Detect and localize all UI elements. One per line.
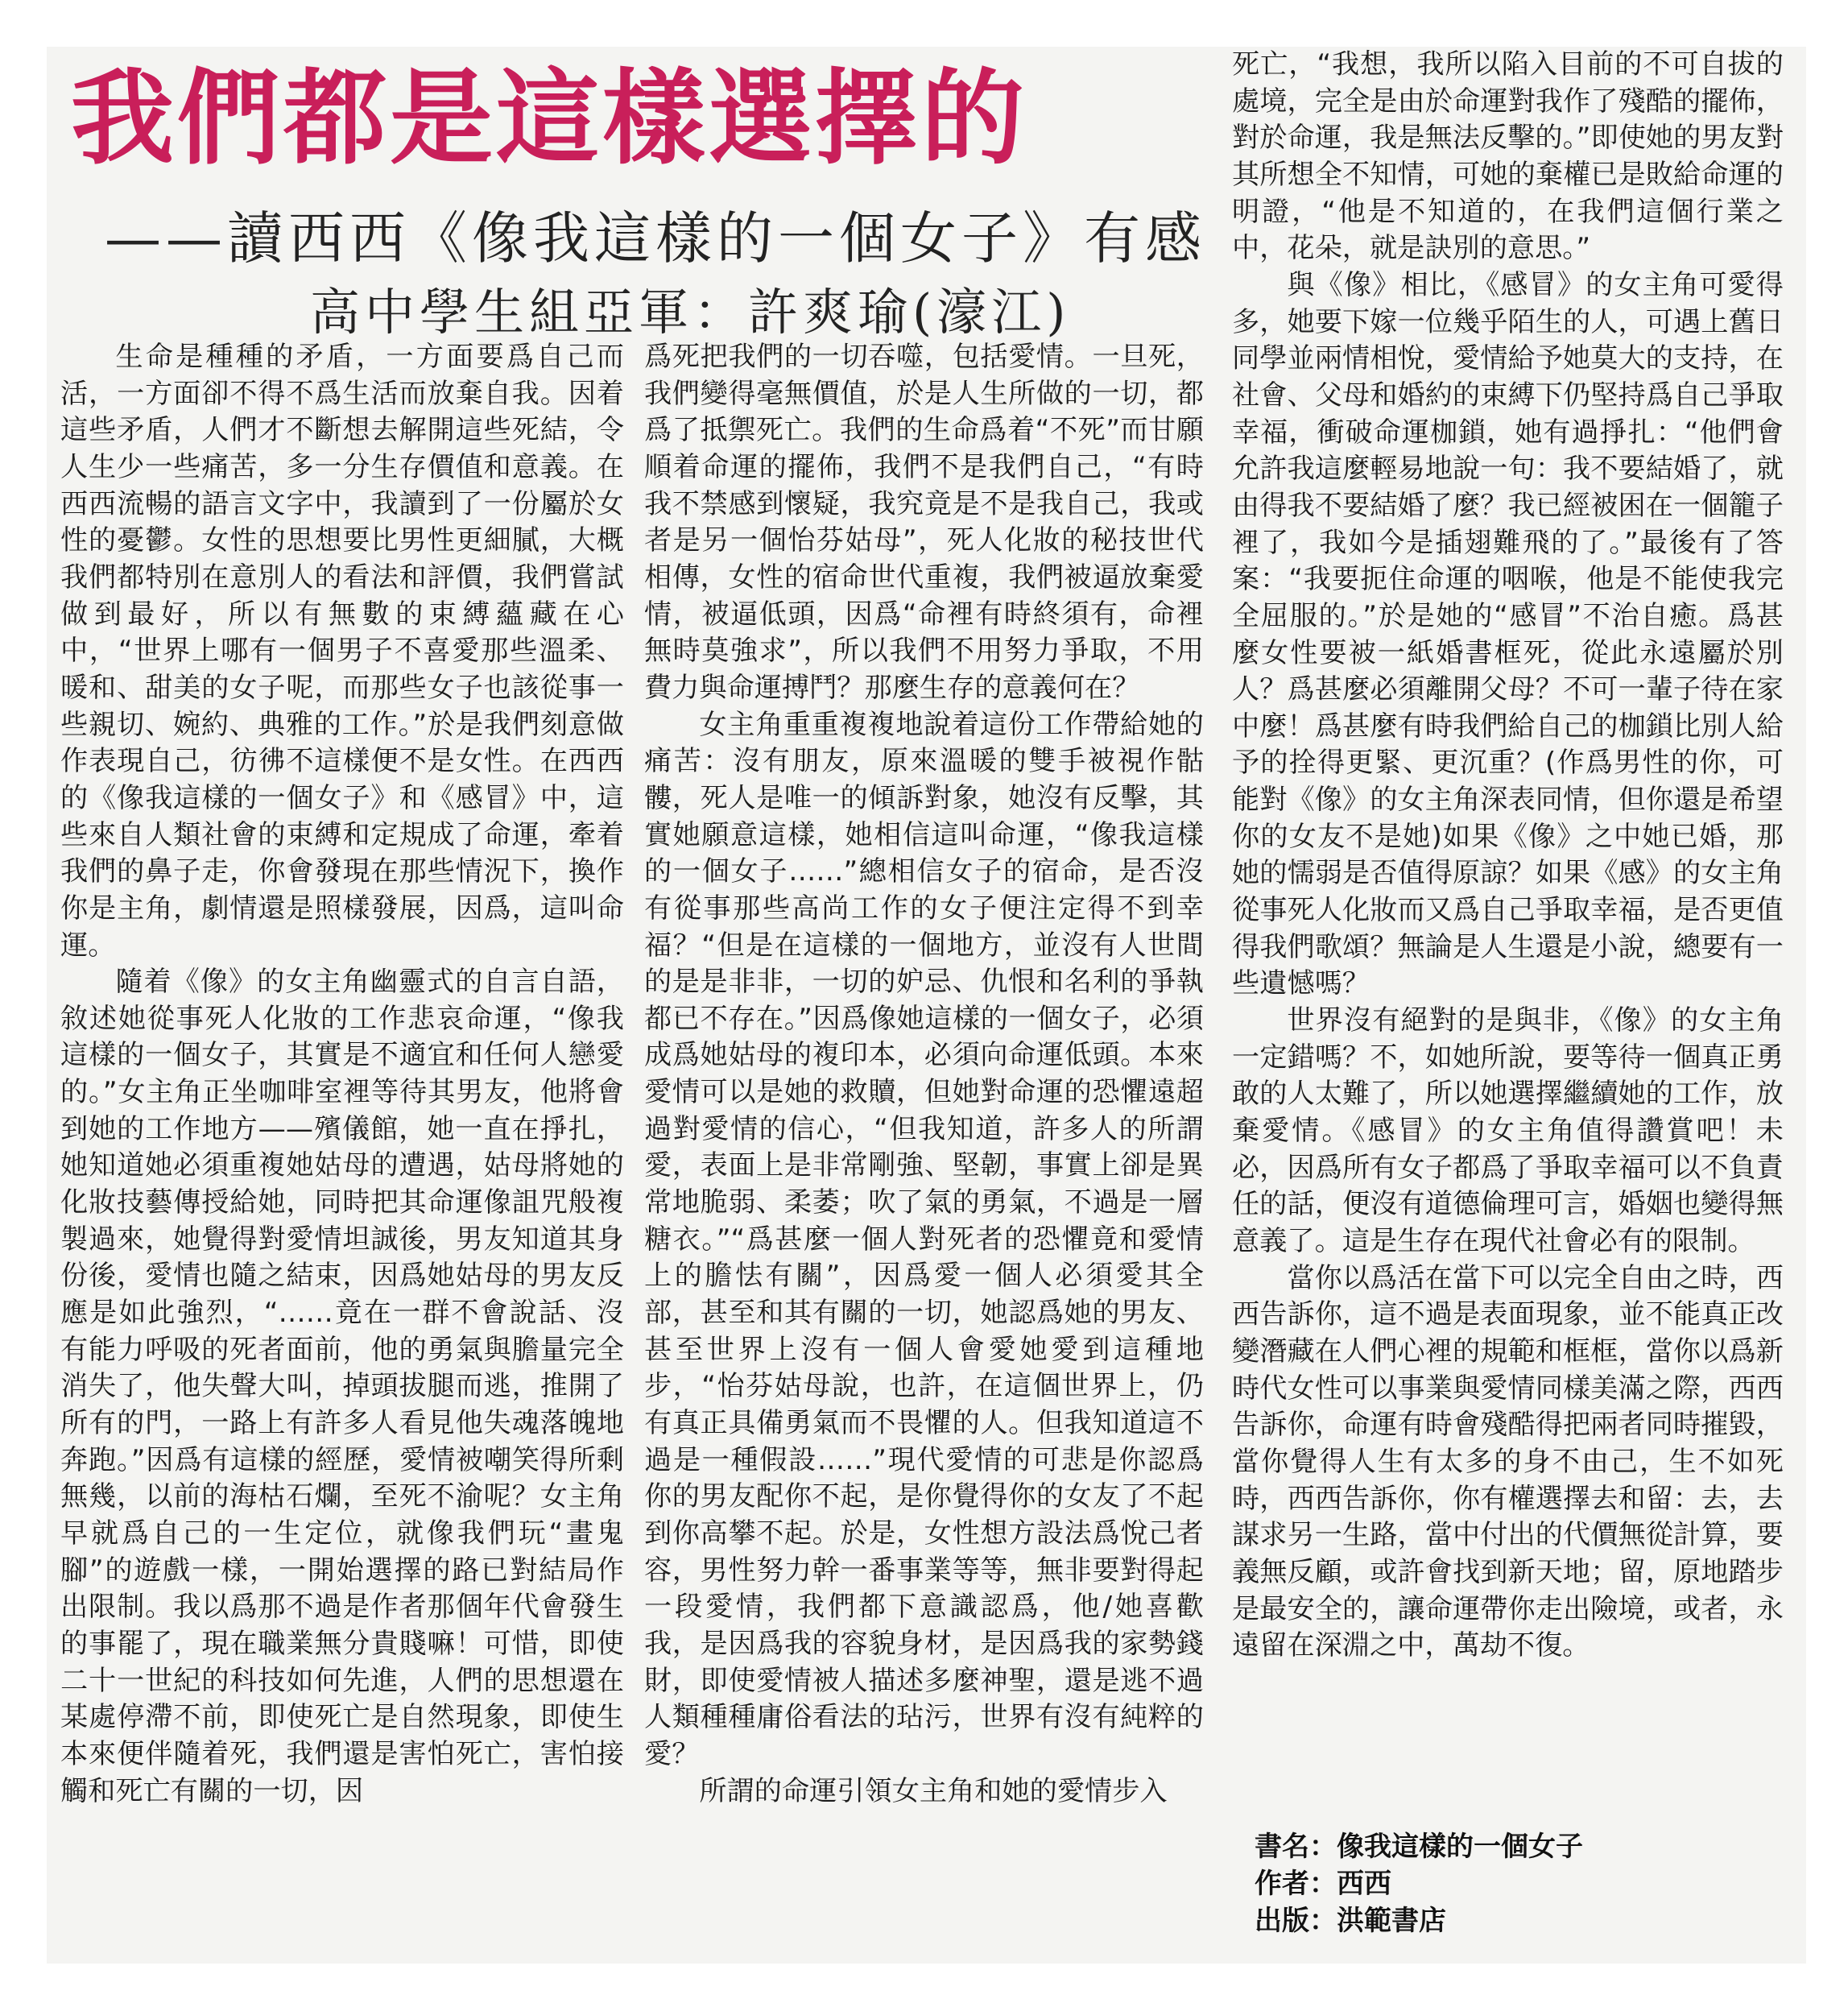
article-subtitle: ——讀西西《像我這樣的一個女子》有感 (105, 205, 1206, 271)
book-info (1255, 1828, 1770, 1939)
paragraph: 女主角重重複複地說着這份工作帶給她的痛苦：沒有朋友，原來溫暖的雙手被視作骷髏，死人是唯一的傾訴對象，她沒有反擊，其實她願意這樣，她相信這叫命運，“像我這樣的一個女子……”總相信女子的宿命，是否沒有從事那些高尚工作的女子便注定得不到幸福？“但是在這樣的一個地方，並沒有人世間的是是非非，一切的妒忌、仇恨和名利的爭執都已不存在。”因爲像她這樣的一個女子，必須成爲她姑母的複印本，必須向命運低頭。本來愛情可以是她的救贖，但她對命運的恐懼遠超過對愛情的信心，“但我知道，許多人的所謂愛，表面上是非常剛強、堅韌，事實上卻是異常地脆弱、柔萎；吹了氣的勇氣，不過是一層糖衣。”“爲甚麼一個人對死者的恐懼竟和愛情上的膽怯有關”，因爲愛一個人必須愛其全部，甚至和其有關的一切，她認爲她的男友、甚至世界上沒有一個人會愛她愛到這種地步，“怡芬姑母說，也許，在這個世界上，仍有真正具備勇氣而不畏懼的人。但我知道這不過是一種假設……”現代愛情的可悲是你認爲你的男友配你不起，是你覺得你的女友了不起到你高攀不起。於是，女性想方設法爲悅己者容，男性努力幹一番事業等等，無非要對得起一段愛情，我們都下意識認爲，他/她喜歡我，是因爲我的容貌身材，是因爲我的家勢錢財，即使愛情被人描述多麼神聖，還是逃不過人類種種庸俗看法的玷污，世界有沒有純粹的愛？ (644, 708, 1204, 1770)
text-column-1 (60, 339, 624, 1918)
text-column-3 (1232, 47, 1784, 1662)
paragraph: 所謂的命運引領女主角和她的愛情步入 (699, 1774, 1168, 1807)
book-publisher: 出版：洪範書店 (1255, 1905, 1446, 1937)
book-name: 書名：像我這樣的一個女子 (1255, 1831, 1583, 1863)
paragraph: 世界沒有絕對的是與非，《像》的女主角一定錯嗎？不，如她所說，要等待一個真正勇敢的人太難了，所以她選擇繼續她的工作，放棄愛情。《感冒》的女主角值得讚賞吧！未必，因爲所有女子都爲了爭取幸福可以不負責任的話，便沒有道德倫理可言，婚姻也變得無意義了。這是生存在現代社會必有的限制。 (1232, 1004, 1784, 1257)
article-title: 我們都是這樣選擇的 (71, 59, 1028, 179)
text-column-2 (644, 339, 1204, 1918)
paragraph: 爲死把我們的一切吞噬，包括愛情。一旦死，我們變得毫無價值，於是人生所做的一切，都爲了抵禦死亡。我們的生命爲着“不死”而甘願順着命運的擺佈，我們不是我們自己，“有時我不禁感到懷疑，我究竟是不是我自己，我或者是另一個怡芬姑母”，死人化妝的秘技世代相傳，女性的宿命世代重複，我們被逼放棄愛情，被逼低頭，因爲“命裡有時終須有，命裡無時莫強求”，所以我們不用努力爭取，不用費力與命運搏鬥？那麼生存的意義何在？ (644, 341, 1204, 704)
paragraph: 與《像》相比，《感冒》的女主角可愛得多，她要下嫁一位幾乎陌生的人，可遇上舊日同學並兩情相悅，愛情給予她莫大的支持，在社會、父母和婚約的束縛下仍堅持爲自己爭取幸福，衝破命運枷鎖，她有過掙扎：“他們會允許我這麼輕易地說一句：我不要結婚了，就由得我不要結婚了麼？我已經被困在一個籠子裡了，我如今是插翅難飛的了。”最後有了答案：“我要扼住命運的咽喉，他是不能使我完全屈服的。”於是她的“感冒”不治自癒。爲甚麼女性要被一紙婚書框死，從此永遠屬於別人？爲甚麼必須離開父母？不可一輩子待在家中麼！爲甚麼有時我們給自己的枷鎖比別人給予的拴得更緊、更沉重？(作爲男性的你，可能對《像》的女主角深表同情，但你還是希望你的女友不是她)如果《像》之中她已婚，那她的懦弱是否值得原諒？如果《感》的女主角從事死人化妝而又爲自己爭取幸福，是否更值得我們歌頌？無論是人生還是小說，總要有一些遺憾嗎？ (1232, 268, 1784, 1000)
paragraph: 當你以爲活在當下可以完全自由之時，西西告訴你，這不過是表面現象，並不能真正改變潛藏在人們心裡的規範和框框，當你以爲新時代女性可以事業與愛情同樣美滿之際，西西告訴你，命運有時會殘酷得把兩者同時摧毀，當你覺得人生有太多的身不由己，生不如死時，西西告訴你，你有權選擇去和留：去，去謀求另一生路，當中付出的代價無從計算，要義無反顧，或許會找到新天地；留，原地踏步是最安全的，讓命運帶你走出險境，或者，永遠留在深淵之中，萬劫不復。 (1232, 1261, 1784, 1662)
author-byline: 高中學生組亞軍：許爽瑜(濠江) (310, 283, 1071, 341)
paragraph: 生命是種種的矛盾，一方面要爲自己而活，一方面卻不得不爲生活而放棄自我。因着這些矛盾，人們才不斷想去解開這些死結，令人生少一些痛苦，多一分生存價值和意義。在西西流暢的語言文字中，我讀到了一份屬於女性的憂鬱。女性的思想要比男性更細膩，大概我們都特別在意別人的看法和評價，我們嘗試做到最好，所以有無數的束縛蘊藏在心中，“世界上哪有一個男子不喜愛那些溫柔、暖和、甜美的女子呢，而那些女子也該從事一些親切、婉約、典雅的工作。”於是我們刻意做作表現自己，彷彿不這樣便不是女性。在西西的《像我這樣的一個女子》和《感冒》中，這些來自人類社會的束縛和定規成了命運，牽着我們的鼻子走，你會發現在那些情況下，換作你是主角，劇情還是照樣發展，因爲，這叫命運。 (60, 341, 624, 962)
paragraph: 隨着《像》的女主角幽靈式的自言自語，敘述她從事死人化妝的工作悲哀命運，“像我這樣的一個女子，其實是不適宜和任何人戀愛的。”女主角正坐咖啡室裡等待其男友，他將會到她的工作地方——殯儀館，她一直在掙扎，她知道她必須重複她姑母的遭遇，姑母將她的化妝技藝傳授給她，同時把其命運像詛咒般複製過來，她覺得對愛情坦誠後，男友知道其身份後，愛情也隨之結束，因爲她姑母的男友反應是如此強烈，“……竟在一群不會說話、沒有能力呼吸的死者面前，他的勇氣與膽量完全消失了，他失聲大叫，掉頭拔腿而逃，推開了所有的門，一路上有許多人看見他失魂落魄地奔跑。”因爲有這樣的經歷，愛情被嘲笑得所剩無幾，以前的海枯石爛，至死不渝呢？女主角早就爲自己的一生定位，就像我們玩“畫鬼腳”的遊戲一樣，一開始選擇的路已對結局作出限制。我以爲那不過是作者那個年代會發生的事罷了，現在職業無分貴賤嘛！可惜，即使二十一世紀的科技如何先進，人們的思想還在某處停滯不前，即使死亡是自然現象，即使生本來便伴隨着死，我們還是害怕死亡，害怕接觸和死亡有關的一切，因 (60, 966, 624, 1807)
paragraph: 死亡，“我想，我所以陷入目前的不可自拔的處境，完全是由於命運對我作了殘酷的擺佈，對於命運，我是無法反擊的。”即使她的男友對其所想全不知情，可她的棄權已是敗給命運的明證，“他是不知道的，在我們這個行業之中，花朵，就是訣別的意思。” (1232, 48, 1784, 265)
book-author: 作者：西西 (1255, 1868, 1391, 1900)
